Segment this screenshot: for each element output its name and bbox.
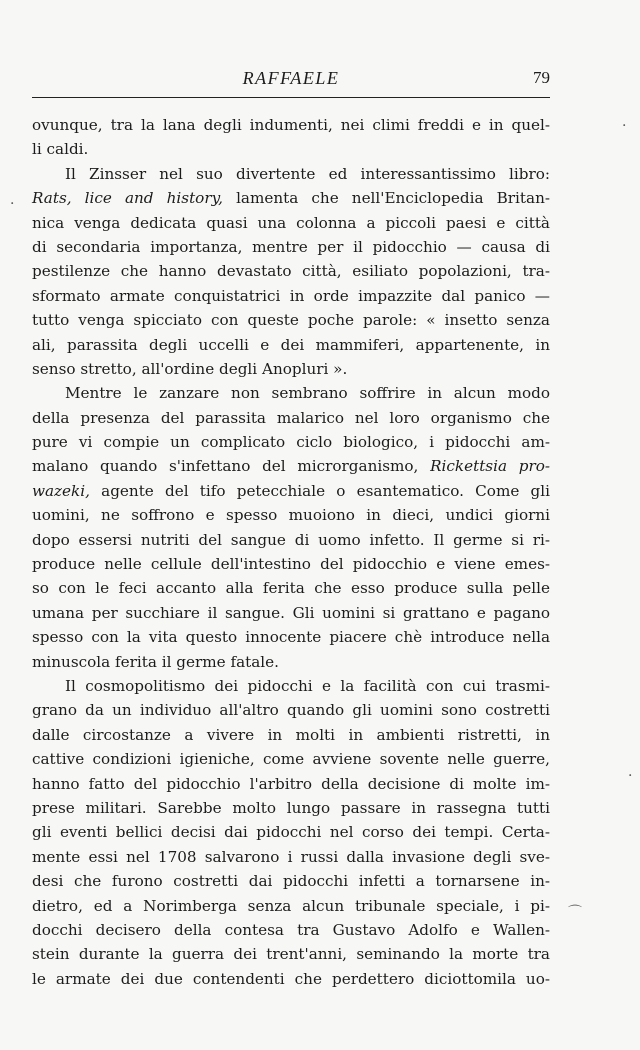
body-text [32,113,550,991]
text-line: Mentre le zanzare non sembrano soffrire in alcun modo [65,384,550,403]
text-line: mente essi nel 1708 salvarono i russi dalla invasione degli sve- [32,847,550,866]
text-line: della presenza del parassita malarico nel loro organismo che [32,408,550,427]
header-rule [32,97,550,98]
text-line: cattive condizioni igieniche, come avviene sovente nelle guerre, [32,750,550,769]
scan-speck: · [622,118,627,134]
text-line: malano quando s'infettano del microrganismo, Rickettsia pro- [32,457,550,476]
text-line: le armate dei due contendenti che perdettero diciottomila uo- [32,969,550,988]
scan-speck: · [628,768,633,784]
text-line: wazeki, agente del tifo petecchiale o esantematico. Come gli [32,481,550,500]
text-line: ali, parassita degli uccelli e dei mammiferi, appartenente, in [32,335,550,354]
text-line: desi che furono costretti dai pidocchi infetti a tornarsene in- [32,872,550,891]
text-line: nica venga dedicata quasi una colonna a piccoli paesi e città [32,213,550,232]
text-line: dietro, ed a Norimberga senza alcun tribunale speciale, i pi- [32,896,550,915]
text-line: li caldi. [32,140,89,159]
text-line: prese militari. Sarebbe molto lungo passare in rassegna tutti [32,798,550,817]
text-line: stein durante la guerra dei trent'anni, seminando la morte tra [32,945,550,964]
text-line: pure vi compie un complicato ciclo biologico, i pidocchi am- [32,433,550,452]
text-line: uomini, ne soffrono e spesso muoiono in dieci, undici giorni [32,506,550,525]
text-line: grano da un individuo all'altro quando gli uomini sono costretti [32,701,550,720]
text-line: Il Zinsser nel suo divertente ed interessantissimo libro: [65,164,550,183]
text-line: ovunque, tra la lana degli indumenti, nei climi freddi e in quel- [32,116,550,134]
text-line: Il cosmopolitismo dei pidocchi e la facilità con cui trasmi- [65,676,550,695]
text-line: di secondaria importanza, mentre per il pidocchio — causa di [32,237,550,256]
text-line: minuscola ferita il germe fatale. [32,652,279,671]
text-line: so con le feci accanto alla ferita che esso produce sulla pelle [32,579,550,598]
text-line: gli eventi bellici decisi dai pidocchi nel corso dei tempi. Certa- [32,823,550,842]
scan-speck: · [10,196,15,212]
text-line: sformato armate conquistatrici in orde impazzite dal panico — [32,286,550,305]
scan-speck: ⌒ [568,905,582,921]
text-line: senso stretto, all'ordine degli Anopluri ». [32,359,348,378]
text-line: docchi decisero della contesa tra Gustavo Adolfo e Wallen- [32,920,550,939]
text-line: produce nelle cellule dell'intestino del pidocchio e viene emes- [32,555,550,574]
running-title: RAFFAELE [242,68,340,88]
text-line: pestilenze che hanno devastato città, esiliato popolazioni, tra- [32,262,550,281]
text-line: tutto venga spicciato con queste poche parole: « insetto senza [32,311,550,330]
text-line: Rats, lice and history, lamenta che nell'Enciclopedia Britan- [32,189,550,208]
text-line: umana per succhiare il sangue. Gli uomini si grattano e pagano [32,603,550,622]
book-page [32,0,550,1050]
text-line: dopo essersi nutriti del sangue di uomo infetto. Il germe si ri- [32,530,550,549]
page-header [32,66,550,90]
text-line: hanno fatto del pidocchio l'arbitro della decisione di molte im- [32,774,550,793]
text-line: dalle circostanze a vivere in molti in ambienti ristretti, in [32,725,550,744]
text-line: spesso con la vita questo innocente piacere chè introduce nella [32,628,550,647]
page-number: 79 [533,68,550,87]
